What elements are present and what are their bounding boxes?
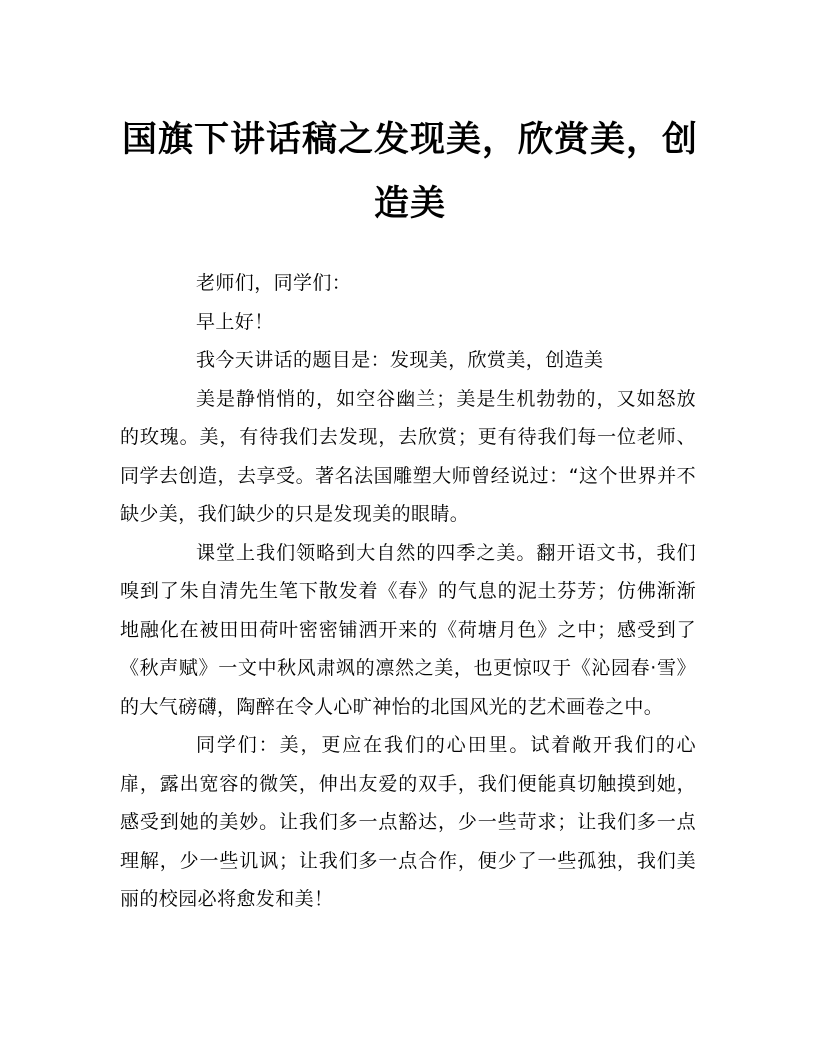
document-body [120, 264, 696, 919]
paragraph-classroom-beauty: 课堂上我们领略到大自然的四季之美。翻开语文书，我们嗅到了朱自清先生笔下散发着《春》的气息的泥土芬芳；仿佛渐渐地融化在被田田荷叶密密铺洒开来的《荷塘月色》之中；感受到了《秋声赋》一文中秋风肃飒的凛然之美，也更惊叹于《沁园春·雪》的大气磅礴，陶醉在令人心旷神怡的北国风光的艺术画卷之中。 [120, 541, 696, 718]
paragraph-greeting: 老师们，同学们： [196, 272, 352, 294]
document-title: 国旗下讲话稿之发现美，欣赏美，创造美 [121, 119, 698, 224]
paragraph-topic: 我今天讲话的题目是：发现美，欣赏美，创造美 [196, 349, 604, 371]
paragraph-beauty-intro: 美是静悄悄的，如空谷幽兰；美是生机勃勃的，又如怒放的玫瑰。美，有待我们去发现，去欣赏；更有待我们每一位老师、同学去创造，去享受。著名法国雕塑大师曾经说过：“这个世界并不缺少美，我们缺少的只是发现美的眼睛。 [120, 387, 696, 525]
paragraph-closing: 同学们：美，更应在我们的心田里。试着敞开我们的心扉，露出宽容的微笑，伸出友爱的双手，我们便能真切触摸到她，感受到她的美妙。让我们多一点豁达，少一些苛求；让我们多一点理解，少一些讥讽；让我们多一点合作，便少了一些孤独，我们美丽的校园必将愈发和美！ [120, 734, 696, 910]
paragraph-good-morning: 早上好！ [196, 310, 274, 333]
